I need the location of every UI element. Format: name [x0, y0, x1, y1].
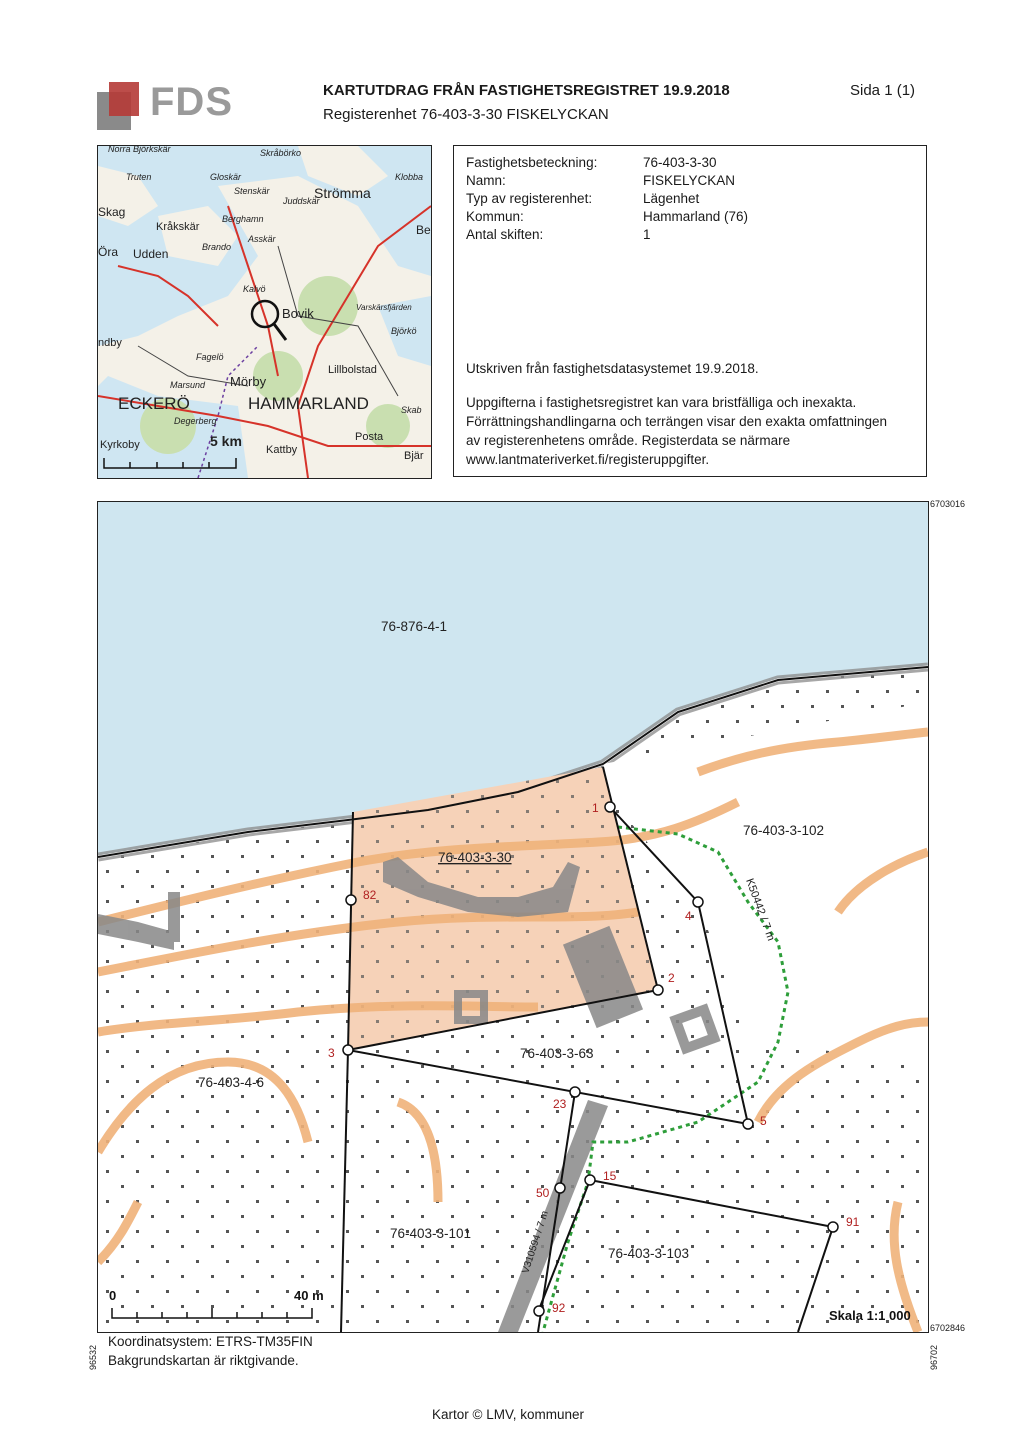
overview-scale-label: 5 km	[210, 433, 242, 449]
coord-bottom-right: 6702846	[930, 1323, 966, 1333]
main-map-canvas	[98, 502, 928, 1332]
parcel-label-water[interactable]: 76-876-4-1	[381, 619, 448, 634]
place-label: Udden	[133, 247, 169, 261]
place-label: Norra Björkskär	[108, 146, 171, 154]
page-subtitle: Registerenhet 76-403-3-30 FISKELYCKAN	[323, 106, 609, 123]
parcel-label-4-6[interactable]: 76-403-4-6	[198, 1075, 265, 1090]
point-label: 23	[553, 1097, 567, 1111]
coord-left-vertical: 96532	[88, 1344, 98, 1370]
printed-date: Utskriven från fastighetsdatasystemet 19.9.2018.	[466, 361, 759, 376]
point-label: 1	[592, 801, 599, 815]
place-label: Mörby	[230, 374, 267, 389]
point-label: 50	[536, 1186, 550, 1200]
point-marker	[343, 1045, 353, 1055]
info-value-parcels: 1	[643, 227, 651, 242]
disclaimer-line: Förrättningshandlingarna och terrängen visar den exakta omfattningen	[466, 414, 888, 429]
place-label: Asskär	[248, 234, 276, 244]
page-title: KARTUTDRAG FRÅN FASTIGHETSREGISTRET 19.9.2018	[323, 82, 730, 99]
disclaimer-link[interactable]: www.lantmateriverket.fi/registeruppgifter.	[466, 452, 710, 467]
parcel-label-103[interactable]: 76-403-3-103	[608, 1246, 690, 1261]
info-value-type: Lägenhet	[643, 191, 700, 206]
coord-top-right: 6703016	[930, 499, 966, 509]
disclaimer-line: av registerenhetens område. Registerdata se närmare	[466, 433, 791, 448]
scale-end-label: 40 m	[294, 1288, 324, 1303]
background-note: Bakgrundskartan är riktgivande.	[108, 1353, 299, 1368]
point-marker	[585, 1175, 595, 1185]
place-label: Skag	[98, 205, 126, 219]
place-label: Posta	[355, 431, 384, 443]
point-marker	[828, 1222, 838, 1232]
place-label: Be	[416, 223, 431, 237]
place-label: ECKERÖ	[118, 394, 190, 413]
place-label: Fagelö	[196, 352, 224, 362]
logo-text: FDS	[150, 80, 233, 124]
path-label-green: K50442 / 7 m	[743, 876, 777, 943]
place-label: Gloskär	[210, 172, 242, 182]
place-label: Bjär	[404, 450, 424, 462]
overview-map	[97, 145, 432, 479]
copyright-text: Kartor © LMV, kommuner	[432, 1407, 585, 1422]
info-value-name: FISKELYCKAN	[643, 173, 736, 188]
info-value-municipality: Hammarland (76)	[643, 209, 749, 224]
place-label: HAMMARLAND	[248, 394, 369, 413]
disclaimer-line: Uppgifterna i fastighetsregistret kan vara bristfälliga och inexakta.	[466, 395, 857, 410]
info-label-name: Namn:	[466, 173, 506, 188]
point-label: 4	[685, 909, 692, 923]
point-label: 92	[552, 1301, 566, 1315]
place-label: Kråkskär	[156, 221, 200, 233]
info-label-type: Typ av registerenhet:	[466, 191, 593, 206]
scale-ratio: Skala 1:1 000	[829, 1308, 911, 1323]
info-value-id: 76-403-3-30	[643, 155, 717, 170]
place-label: Öra	[98, 245, 119, 259]
place-label: Varskärsfjärden	[356, 303, 412, 312]
point-label: 15	[603, 1169, 617, 1183]
place-label: Brando	[202, 242, 232, 252]
info-label-parcels: Antal skiften:	[466, 227, 544, 242]
parcel-label-63[interactable]: 76-403-3-63	[520, 1046, 594, 1061]
place-label: Kalvö	[243, 284, 266, 294]
place-label: Björkö	[391, 326, 417, 336]
point-marker	[346, 895, 356, 905]
point-marker	[693, 897, 703, 907]
place-label: Marsund	[170, 380, 206, 390]
place-label: Berghamn	[222, 214, 264, 224]
place-label: Truten	[126, 172, 152, 182]
parcel-label-101[interactable]: 76-403-3-101	[390, 1226, 472, 1241]
point-label: 5	[760, 1114, 767, 1128]
place-label: Lillbolstad	[328, 364, 377, 376]
place-label: Skab	[401, 405, 422, 415]
point-marker	[743, 1119, 753, 1129]
overview-map-canvas	[98, 146, 431, 478]
place-label: Klobba	[395, 172, 424, 182]
place-label: ndby	[98, 337, 122, 349]
main-map	[97, 501, 929, 1333]
place-label: Skråbörko	[260, 148, 302, 158]
info-label-id: Fastighetsbeteckning:	[466, 155, 598, 170]
point-label: 82	[363, 888, 377, 902]
place-label: Stenskär	[234, 186, 270, 196]
page-number: Sida 1 (1)	[850, 82, 916, 99]
info-label-municipality: Kommun:	[466, 209, 524, 224]
point-marker	[555, 1183, 565, 1193]
place-label: Degerberg	[174, 416, 217, 426]
parcel-label-102[interactable]: 76-403-3-102	[743, 823, 825, 838]
coord-system-text: Koordinatsystem: ETRS-TM35FIN	[108, 1334, 313, 1349]
point-marker	[534, 1306, 544, 1316]
place-label: Kyrkoby	[100, 439, 140, 451]
point-marker	[570, 1087, 580, 1097]
scale-start-label: 0	[109, 1288, 117, 1303]
info-panel	[453, 145, 927, 477]
parcel-label-subject[interactable]: 76-403-3-30	[438, 850, 512, 865]
coord-right-vertical: 96702	[929, 1344, 939, 1370]
place-label: Bovik	[282, 306, 314, 321]
point-label: 91	[846, 1215, 860, 1229]
path-label-road: V310594 / 7 m	[520, 1209, 551, 1275]
place-label: Juddskär	[283, 196, 320, 206]
place-label: Strömma	[314, 185, 371, 201]
point-marker	[653, 985, 663, 995]
point-label: 3	[328, 1046, 335, 1060]
point-label: 2	[668, 971, 675, 985]
place-label: Kattby	[266, 444, 298, 456]
point-marker	[605, 802, 615, 812]
